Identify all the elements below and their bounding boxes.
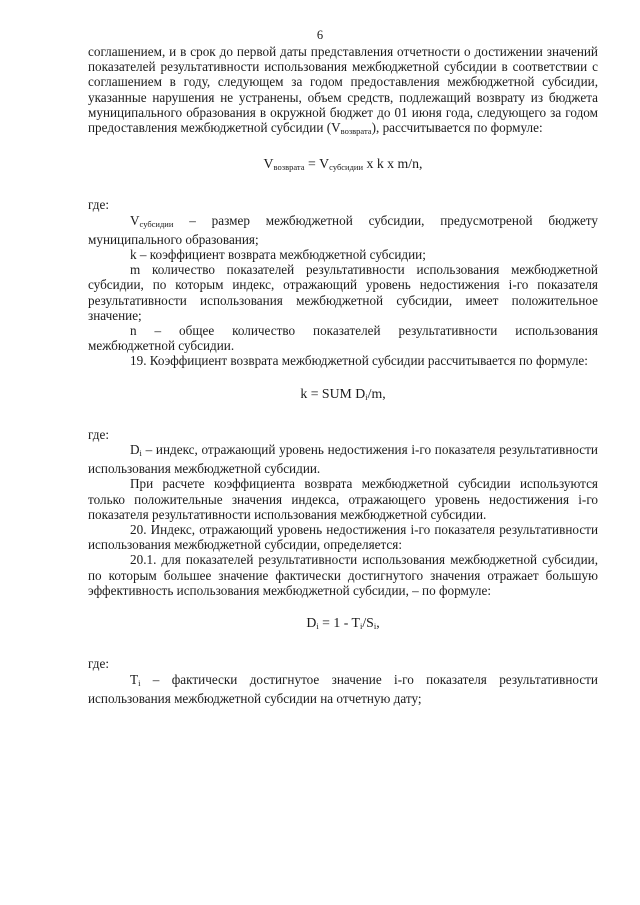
text: соглашением, и в срок до первой даты представления отчетности о достижении значений показателей результативности использования межбюджетной субсидии в соответствии с соглашением в году, следующем за годом предоставления межбюджетной субсидии, указанные нарушения не устранены, объем средств, подлежащий возврату из бюджета муниципального образования в окружной бюджет до 01 июня года, следующего за годом предоставления межбюджетной субсидии (V: [88, 44, 598, 136]
paragraph-20: 20. Индекс, отражающий уровень недостижения i-го показателя результативности использования межбюджетной субсидии, определяется:: [88, 522, 598, 553]
formula-text: /m,: [367, 385, 386, 401]
subscript: субсидии: [139, 218, 174, 229]
where-label: где:: [88, 197, 109, 213]
formula-text: k = SUM D: [300, 385, 366, 401]
formula-text: D: [306, 615, 317, 631]
text: ), рассчитывается по формуле:: [371, 120, 543, 136]
formula-text: ,: [376, 615, 380, 631]
paragraph-calculation: При расчете коэффициента возврата межбюджетной субсидии используются только положительные значения индекса, отражающего уровень недостижения i-го показателя результативности использования межбюджетной субсидии.: [88, 476, 598, 522]
subscript: i: [138, 677, 141, 688]
text: D: [130, 442, 140, 458]
formula-text: V: [263, 156, 274, 172]
subscript: возврата: [273, 162, 305, 173]
subscript: i: [365, 391, 368, 402]
definition-d: [88, 442, 598, 476]
text: T: [130, 671, 139, 687]
formula-text: = 1 - T: [318, 615, 360, 631]
subscript: i: [316, 621, 319, 632]
paragraph-return-volume: [88, 44, 598, 139]
formula-text: /S: [362, 615, 374, 631]
definition-v: [88, 213, 598, 247]
formula-coefficient: [88, 386, 598, 405]
text: – индекс, отражающий уровень недостижения i-го показателя результативности использования межбюджетной субсидии.: [88, 442, 598, 477]
definition-t: [88, 672, 598, 706]
where-label: где:: [88, 656, 109, 672]
formula-text: x k x m/n,: [363, 156, 423, 172]
subscript: возврата: [340, 126, 372, 137]
subscript: i: [359, 621, 363, 632]
paragraph-20-1: 20.1. для показателей результативности использования межбюджетной субсидии, по которым большее значение фактически достигнутого значения отражает большую эффективность использования межбюджетной субсидии, – по формуле:: [88, 552, 598, 598]
paragraph-19: 19. Коэффициент возврата межбюджетной субсидии рассчитывается по формуле:: [130, 353, 588, 369]
formula-return-volume: [88, 156, 598, 175]
formula-text: = V: [304, 156, 330, 172]
subscript: i: [373, 621, 377, 632]
page-number: 6: [316, 28, 324, 42]
text: V: [130, 212, 140, 228]
definition-m: m количество показателей результативности использования межбюджетной субсидии, по которым индекс, отражающий уровень недостижения i-го показателя результативности использования межбюджетной субсидии, имеет положительное значение;: [88, 262, 598, 323]
where-label: где:: [88, 426, 109, 442]
definition-k: k – коэффициент возврата межбюджетной субсидии;: [130, 247, 426, 263]
text: – фактически достигнутое значение i-го показателя результативности использования межбюджетной субсидии на отчетную дату;: [88, 671, 598, 706]
text: – размер межбюджетной субсидии, предусмотреной бюджету муниципального образования;: [88, 212, 598, 247]
subscript: i: [139, 448, 142, 459]
formula-index: [88, 615, 598, 634]
definition-n: n – общее количество показателей результативности использования межбюджетной субсидии.: [88, 323, 598, 354]
document-body: [88, 44, 598, 706]
subscript: субсидии: [329, 162, 364, 173]
